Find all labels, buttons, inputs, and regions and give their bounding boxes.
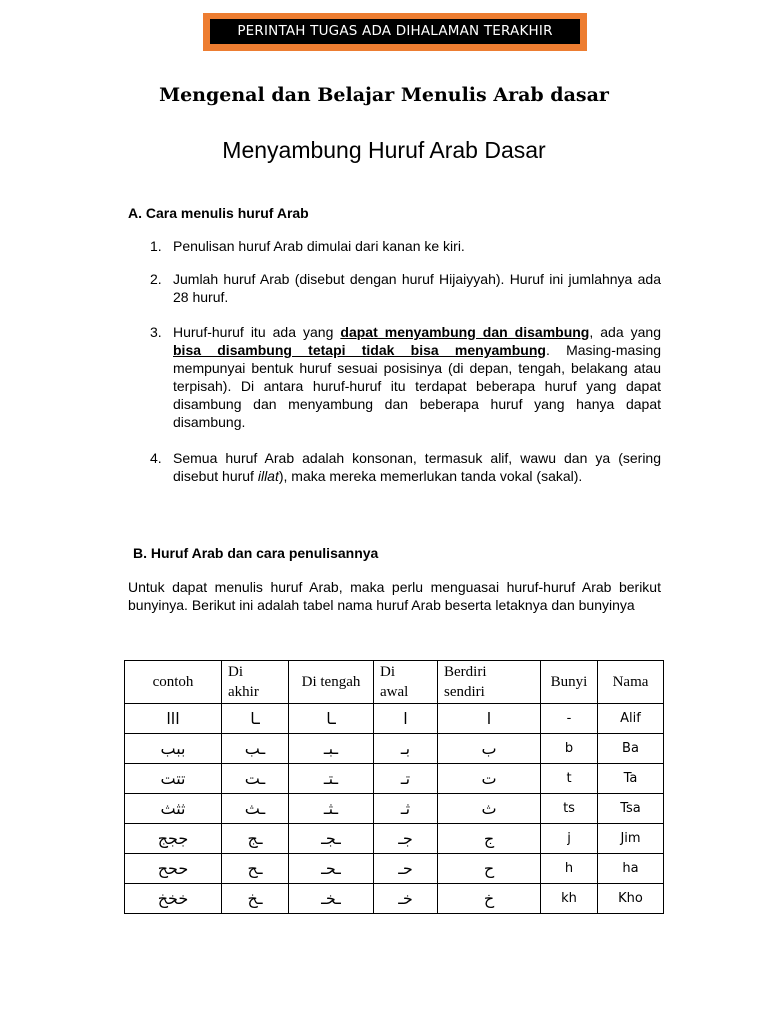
di-tengah-cell: ـتـ [289,764,374,794]
list-text-post: . Masing-masing mempunyai bentuk huruf sesuai posisinya (di depan, tengah, belakang atau terpisah). Di antara huruf-huruf itu terdapat beberapa huruf yang dapat disambung dan menyambung dan beberapa huruf yang hanya dapat disambung. [173,342,662,430]
header-berdiri-sendiri: Berdiri sendiri [438,661,541,704]
nama-cell: Kho [598,884,664,914]
table-row [125,824,664,854]
bunyi-cell: - [541,704,598,734]
list-text: Penulisan huruf Arab dimulai dari kanan ke kiri. [173,238,465,254]
list-text-pre: Semua huruf Arab adalah konsonan, termasuk alif, wawu dan ya (sering disebut huruf [173,450,661,484]
list-text [173,323,661,431]
di-akhir-cell: ـت [222,764,289,794]
contoh-cell: ححح [125,854,222,884]
instruction-banner [203,13,587,51]
header-contoh: contoh [125,661,222,704]
list-number: 1. [150,238,162,254]
section-a-heading: A. Cara menulis huruf Arab [128,205,309,221]
italic-term: illat [257,468,279,484]
list-number: 2. [150,271,162,287]
table-row [125,764,664,794]
di-akhir-cell: ـج [222,824,289,854]
contoh-cell: تتت [125,764,222,794]
table-row [125,794,664,824]
header-nama: Nama [598,661,664,704]
berdiri-sendiri-cell: ج [438,824,541,854]
list-text-mid: , ada yang [589,324,661,340]
header-di-tengah: Di tengah [289,661,374,704]
contoh-cell: ببب [125,734,222,764]
contoh-cell: ااا [125,704,222,734]
nama-cell: Alif [598,704,664,734]
berdiri-sendiri-cell: ح [438,854,541,884]
di-awal-cell: خـ [374,884,438,914]
header-bunyi: Bunyi [541,661,598,704]
contoh-cell: ثثث [125,794,222,824]
di-awal-cell: ثـ [374,794,438,824]
list-text-post: ), maka mereka memerlukan tanda vokal (sakal). [278,468,583,484]
berdiri-sendiri-cell: ث [438,794,541,824]
list-number: 4. [150,450,162,466]
arabic-letters-table [124,660,664,914]
nama-cell: Ta [598,764,664,794]
di-tengah-cell: ـخـ [289,884,374,914]
berdiri-sendiri-cell: ب [438,734,541,764]
di-akhir-cell: ـب [222,734,289,764]
underlined-phrase-2: bisa disambung tetapi tidak bisa menyambung [173,342,546,358]
berdiri-sendiri-cell: خ [438,884,541,914]
di-akhir-cell: ـا [222,704,289,734]
bunyi-cell: b [541,734,598,764]
di-tengah-cell: ـبـ [289,734,374,764]
nama-cell: Jim [598,824,664,854]
di-awal-cell: حـ [374,854,438,884]
di-akhir-cell: ـخ [222,884,289,914]
list-text-pre: Huruf-huruf itu ada yang [173,324,341,340]
header-di-akhir: Di akhir [222,661,289,704]
table-row [125,854,664,884]
bunyi-cell: j [541,824,598,854]
berdiri-sendiri-cell: ا [438,704,541,734]
di-awal-cell: جـ [374,824,438,854]
underlined-phrase-1: dapat menyambung dan disambung [340,324,590,340]
list-text [173,449,661,485]
di-akhir-cell: ـث [222,794,289,824]
di-tengah-cell: ـثـ [289,794,374,824]
bunyi-cell: t [541,764,598,794]
nama-cell: Tsa [598,794,664,824]
berdiri-sendiri-cell: ت [438,764,541,794]
table-row [125,704,664,734]
di-tengah-cell: ـا [289,704,374,734]
nama-cell: Ba [598,734,664,764]
bunyi-cell: kh [541,884,598,914]
nama-cell: ha [598,854,664,884]
bunyi-cell: ts [541,794,598,824]
list-number: 3. [150,324,162,340]
list-text: Jumlah huruf Arab (disebut dengan huruf Hijaiyyah). Huruf ini jumlahnya ada 28 huruf. [173,271,661,305]
di-tengah-cell: ـجـ [289,824,374,854]
di-awal-cell: ا [374,704,438,734]
banner-text: PERINTAH TUGAS ADA DIHALAMAN TERAKHIR [210,19,580,44]
bunyi-cell: h [541,854,598,884]
page-subtitle: Menyambung Huruf Arab Dasar [222,137,546,163]
di-awal-cell: تـ [374,764,438,794]
di-awal-cell: بـ [374,734,438,764]
contoh-cell: خخخ [125,884,222,914]
table-row [125,734,664,764]
header-di-awal: Di awal [374,661,438,704]
section-b-heading: B. Huruf Arab dan cara penulisannya [133,545,379,561]
contoh-cell: ججج [125,824,222,854]
di-akhir-cell: ـح [222,854,289,884]
page-title: Mengenal dan Belajar Menulis Arab dasar [159,84,609,106]
table-row [125,884,664,914]
section-b-intro: Untuk dapat menulis huruf Arab, maka perlu menguasai huruf-huruf Arab berikut bunyinya. Berikut ini adalah tabel nama huruf Arab beserta letaknya dan bunyinya [128,579,661,613]
di-tengah-cell: ـحـ [289,854,374,884]
